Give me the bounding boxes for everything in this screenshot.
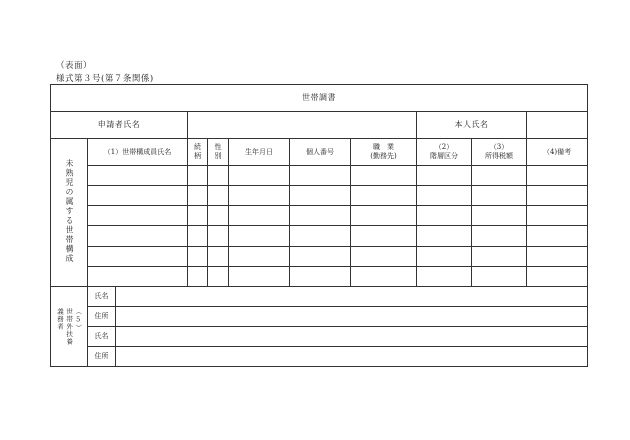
section2-label-cell bbox=[51, 286, 88, 366]
col-my-number: 個人番号 bbox=[290, 139, 351, 166]
col-occupation: 職 業 (勤務先) bbox=[351, 139, 417, 166]
occupation-cell[interactable] bbox=[351, 166, 417, 186]
sex-cell[interactable] bbox=[208, 186, 229, 206]
member-name-cell[interactable] bbox=[88, 166, 188, 186]
section1-label-cell bbox=[51, 139, 88, 286]
applicant-name-value[interactable] bbox=[188, 112, 417, 139]
col-bracket: （2） 階層区分 bbox=[417, 139, 472, 166]
applicant-name-label: 申請者氏名 bbox=[51, 112, 188, 139]
section2-label-a: 世帯外扶養 bbox=[65, 307, 74, 346]
table-row bbox=[51, 186, 588, 206]
support-row-value[interactable] bbox=[116, 286, 588, 306]
table-row bbox=[51, 326, 588, 346]
section2-label-b: 義務者 bbox=[55, 307, 64, 331]
bracket-cell[interactable] bbox=[417, 266, 472, 286]
bracket-cell[interactable] bbox=[417, 206, 472, 226]
remarks-cell[interactable] bbox=[527, 226, 588, 246]
member-name-cell[interactable] bbox=[88, 186, 188, 206]
bracket-cell[interactable] bbox=[417, 246, 472, 266]
remarks-cell[interactable] bbox=[527, 186, 588, 206]
col-relation: 続 柄 bbox=[188, 139, 208, 166]
remarks-cell[interactable] bbox=[527, 246, 588, 266]
section1-label: 未熟児の属する世帯構成 bbox=[65, 158, 74, 264]
member-name-cell[interactable] bbox=[88, 226, 188, 246]
my-number-cell[interactable] bbox=[290, 266, 351, 286]
member-name-cell[interactable] bbox=[88, 246, 188, 266]
occupation-cell[interactable] bbox=[351, 206, 417, 226]
birth-cell[interactable] bbox=[229, 246, 290, 266]
occupation-cell[interactable] bbox=[351, 266, 417, 286]
table-row bbox=[51, 266, 588, 286]
occupation-cell[interactable] bbox=[351, 246, 417, 266]
birth-cell[interactable] bbox=[229, 206, 290, 226]
relation-cell[interactable] bbox=[188, 266, 208, 286]
relation-cell[interactable] bbox=[188, 166, 208, 186]
support-row-value[interactable] bbox=[116, 346, 588, 366]
remarks-cell[interactable] bbox=[527, 206, 588, 226]
table-row bbox=[51, 166, 588, 186]
remarks-cell[interactable] bbox=[527, 166, 588, 186]
support-row-label: 住所 bbox=[88, 346, 116, 366]
member-name-cell[interactable] bbox=[88, 206, 188, 226]
sex-cell[interactable] bbox=[208, 246, 229, 266]
relation-cell[interactable] bbox=[188, 226, 208, 246]
remarks-cell[interactable] bbox=[527, 266, 588, 286]
my-number-cell[interactable] bbox=[290, 186, 351, 206]
support-row-value[interactable] bbox=[116, 306, 588, 326]
my-number-cell[interactable] bbox=[290, 166, 351, 186]
table-row bbox=[51, 206, 588, 226]
col-member-name: （1）世帯構成員氏名 bbox=[88, 139, 188, 166]
birth-cell[interactable] bbox=[229, 226, 290, 246]
birth-cell[interactable] bbox=[229, 186, 290, 206]
table-row bbox=[51, 306, 588, 326]
applicant-row bbox=[51, 112, 588, 139]
support-row-value[interactable] bbox=[116, 326, 588, 346]
relation-cell[interactable] bbox=[188, 206, 208, 226]
my-number-cell[interactable] bbox=[290, 246, 351, 266]
income-tax-cell[interactable] bbox=[472, 226, 527, 246]
occupation-cell[interactable] bbox=[351, 186, 417, 206]
page-side-label: （表面） bbox=[56, 61, 93, 71]
member-name-cell[interactable] bbox=[88, 266, 188, 286]
income-tax-cell[interactable] bbox=[472, 166, 527, 186]
income-tax-cell[interactable] bbox=[472, 246, 527, 266]
relation-cell[interactable] bbox=[188, 246, 208, 266]
form-title: 世帯調書 bbox=[51, 85, 588, 112]
support-row-label: 住所 bbox=[88, 306, 116, 326]
birth-cell[interactable] bbox=[229, 166, 290, 186]
support-row-label: 氏名 bbox=[88, 286, 116, 306]
col-remarks: （4)備考 bbox=[527, 139, 588, 166]
household-survey-table bbox=[50, 84, 588, 367]
sex-cell[interactable] bbox=[208, 226, 229, 246]
section2-number: （5） bbox=[74, 307, 83, 332]
col-sex: 性 別 bbox=[208, 139, 229, 166]
column-header-row bbox=[51, 139, 588, 166]
my-number-cell[interactable] bbox=[290, 226, 351, 246]
occupation-cell[interactable] bbox=[351, 226, 417, 246]
sex-cell[interactable] bbox=[208, 266, 229, 286]
bracket-cell[interactable] bbox=[417, 166, 472, 186]
sex-cell[interactable] bbox=[208, 166, 229, 186]
sex-cell[interactable] bbox=[208, 206, 229, 226]
bracket-cell[interactable] bbox=[417, 226, 472, 246]
my-number-cell[interactable] bbox=[290, 206, 351, 226]
income-tax-cell[interactable] bbox=[472, 186, 527, 206]
bracket-cell[interactable] bbox=[417, 186, 472, 206]
table-row bbox=[51, 346, 588, 366]
income-tax-cell[interactable] bbox=[472, 266, 527, 286]
table-row bbox=[51, 226, 588, 246]
table-row bbox=[51, 246, 588, 266]
birth-cell[interactable] bbox=[229, 266, 290, 286]
relation-cell[interactable] bbox=[188, 186, 208, 206]
col-income-tax: （3） 所得税額 bbox=[472, 139, 527, 166]
col-birth: 生年月日 bbox=[229, 139, 290, 166]
income-tax-cell[interactable] bbox=[472, 206, 527, 226]
title-row bbox=[51, 85, 588, 112]
form-number-label: 様式第３号(第７条関係) bbox=[56, 74, 154, 84]
table-row bbox=[51, 286, 588, 306]
self-name-value[interactable] bbox=[527, 112, 588, 139]
support-row-label: 氏名 bbox=[88, 326, 116, 346]
self-name-label: 本人氏名 bbox=[417, 112, 527, 139]
